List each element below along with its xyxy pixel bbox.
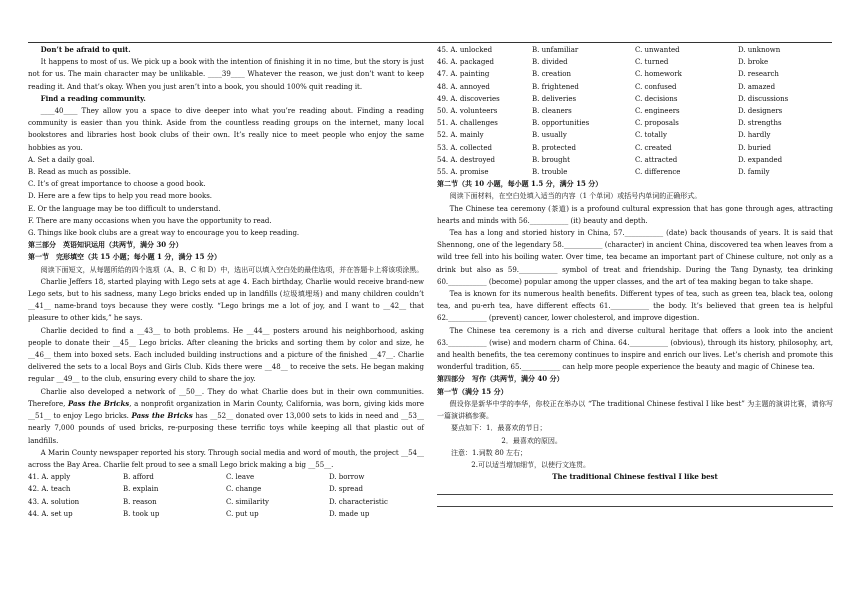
option-d: D. Here are a few tips to help you read more books.: [28, 192, 213, 201]
choice-50-a: 50. A. volunteers: [437, 107, 498, 116]
choice-47-c: C. homework: [634, 70, 682, 79]
writing-instructions: 假设你是新华中学的李华，你校正在举办以 “The traditional Chinese festival I like best” 为主题的演讲比赛，请你写一篇演讲稿参赛。: [437, 399, 833, 421]
cloze-paragraph-2: Charlie decided to find a __43__ to both problems. He __44__ posters around his neighborhood, asking people to donate their __45__ Lego bricks. After cleaning the bricks and sorting them by color and size, he __46__ them into boxed sets. Each included building instructions and a picture of the finished __47__. Charlie delivered the sets to a local Boys and Girls Club. Kids there were __48__ to receive the sets. He began making regular __49__ to the club, ensuring every child to share the joy.: [28, 326, 424, 384]
reading-paragraph-2: ____40____ They allow you a space to dive deeper into what you’re reading about. Finding a reading community is easier than you think. Aside from the countless reading groups on the internet, many local bookstores and libraries host book clubs of their own. It’s really nice to meet people who enjoy the same hobbies as you.: [28, 107, 424, 152]
choice-55-a: 55. A. promise: [437, 168, 489, 177]
choice-53-d: D. buried: [737, 143, 771, 152]
choice-45-c: C. unwanted: [634, 46, 680, 54]
cloze-paragraph-4: A Marin County newspaper reported his story. Through social media and word of mouth, the project __54__ across the Bay Area. Charlie felt proud to see a small Lego brick making a big __55__.: [28, 448, 424, 469]
choice-48-c: C. confused: [634, 82, 677, 91]
right-column: [437, 44, 833, 507]
choice-row-50: [437, 105, 833, 117]
choice-42-d: D. spread: [328, 485, 363, 494]
choice-46-d: D. broke: [737, 58, 769, 67]
choice-44-c: C. put up: [225, 509, 259, 518]
choice-54-b: B. brought: [532, 155, 570, 164]
choice-42-b: B. explain: [123, 485, 159, 494]
choice-45-d: D. unknown: [737, 46, 781, 54]
writing-note-1: 注意：1.词数 80 左右；: [451, 448, 528, 457]
answer-line-2[interactable]: [437, 495, 833, 507]
part-4-heading: 第四部分 写作（共两节，满分 40 分）: [437, 374, 564, 384]
grammar-paragraph-1: The Chinese tea ceremony (茶道) is a profound cultural expression that has gone through ages, attracting hearts and minds with 56.___________ (it) beauty and depth.: [437, 204, 833, 225]
choice-52-d: D. hardly: [737, 131, 771, 140]
choice-49-c: C. decisions: [634, 94, 678, 103]
writing-note-2: 2.可以适当增加细节，以使行文连贯。: [471, 460, 590, 469]
header-rule: [28, 42, 832, 43]
choice-41-a: 41. A. apply: [28, 473, 71, 482]
choice-51-b: B. opportunities: [532, 119, 590, 128]
choice-47-b: B. creation: [532, 70, 571, 79]
choice-53-b: B. protected: [532, 143, 576, 152]
grammar-paragraph-2: Tea has a long and storied history in China, 57.___________ (date) back thousands of years. It is said that Shennong, one of the legendary 58.___________ (character) in ancient China, discovered tea when leaves from a wild tree fell into his boiling water. Over time, tea became an important part of Chinese culture, not only as a drink but also as 59.___________ symbol of treat and friendship. During the Tang Dynasty, tea drinking 60.___________ (become) popular among the upper classes, and the art of tea making began to take shape.: [437, 229, 833, 286]
choice-row-54: [437, 154, 833, 166]
choice-50-c: C. engineers: [634, 107, 680, 116]
choice-row-48: [437, 81, 833, 93]
choice-55-d: D. family: [737, 168, 770, 177]
choice-44-a: 44. A. set up: [28, 509, 73, 518]
writing-requirement-2: 2．最喜欢的原因。: [501, 436, 562, 445]
choice-43-d: D. characteristic: [328, 497, 388, 506]
choice-47-a: 47. A. painting: [437, 70, 490, 79]
choice-row-44: [28, 508, 424, 520]
choice-51-d: D. strengths: [737, 119, 782, 128]
choice-row-46: [437, 56, 833, 68]
section-2-instructions: 阅读下面材料，在空白处填入适当的内容（1 个单词）或括号内单词的正确形式。: [449, 192, 702, 201]
choice-52-a: 52. A. mainly: [437, 131, 484, 140]
choice-row-53: [437, 142, 833, 154]
choice-54-d: D. expanded: [737, 155, 783, 164]
option-b: B. Read as much as possible.: [28, 168, 131, 177]
part-3-heading: 第三部分 英语知识运用（共两节，满分 30 分）: [28, 240, 183, 250]
choice-47-d: D. research: [737, 70, 779, 79]
heading-find-community: Find a reading community.: [40, 93, 146, 103]
choice-41-b: B. afford: [123, 473, 154, 482]
choice-48-d: D. amazed: [737, 82, 776, 91]
reading-paragraph-1: It happens to most of us. We pick up a book with the intention of finishing it in no time, but the story is just not for us. The main character may be unlikable. ____39____ Whatever the reason, we just don’t want to keep reading it. And that’s okay. When you just aren’t into a book, you should 100% quit reading it.: [28, 58, 424, 91]
choice-54-a: 54. A. destroyed: [437, 155, 496, 164]
section-1-heading: 第一节 完形填空（共 15 小题；每小题 1 分，满分 15 分）: [28, 252, 221, 262]
choice-41-c: C. leave: [225, 473, 255, 482]
section-2-heading: 第二节（共 10 小题，每小题 1.5 分，满分 15 分）: [437, 179, 603, 189]
choice-row-49: [437, 93, 833, 105]
choice-44-b: B. took up: [123, 509, 160, 518]
choice-51-a: 51. A. challenges: [437, 119, 498, 128]
option-g: G. Things like book clubs are a great way to encourage you to keep reading.: [28, 229, 300, 238]
choice-49-d: D. discussions: [737, 94, 789, 103]
writing-section-1-heading: 第一节（满分 15 分）: [437, 386, 508, 396]
choice-48-a: 48. A. annoyed: [437, 82, 490, 91]
choice-55-b: B. trouble: [532, 168, 568, 177]
option-a: A. Set a daily goal.: [28, 155, 95, 164]
choice-54-c: C. attracted: [634, 155, 678, 164]
choice-row-51: [437, 117, 833, 129]
cloze-3-part-e: has __52__ donated over 13,000 sets to kids in need and __53__ nearly 7,000 pounds of used bricks, re-purposing these terrific toys while keeping all that plastic out of landfills.: [28, 412, 424, 445]
cloze-paragraph-1: Charlie Jeffers 18, started playing with Lego sets at age 4. Each birthday, Charlie would receive brand-new Lego sets, but to his sadness, many Lego bricks ended up in landfills (垃圾填埋场) and many children couldn’t __41__ name-brand toys because they were costly. “Lego brings me a lot of joy, and I want to __42__ that pleasure to other kids,” he says.: [28, 277, 424, 323]
left-column: [28, 44, 424, 520]
choice-row-55: [437, 166, 833, 178]
answer-line-1[interactable]: [437, 483, 833, 495]
cloze-3-part-a: Charlie also developed a network of __50__. They do what Charlie does but in their own communities. Therefore,: [28, 387, 424, 408]
choice-row-52: [437, 129, 833, 141]
choice-41-d: D. borrow: [328, 473, 365, 482]
choice-49-a: 49. A. discoveries: [437, 94, 500, 103]
choice-42-a: 42. A. teach: [28, 485, 71, 494]
heading-dont-be-afraid: Don’t be afraid to quit.: [40, 45, 131, 54]
cloze-paragraph-3: [28, 386, 424, 447]
choice-45-b: B. unfamiliar: [532, 46, 579, 54]
choice-row-41: [28, 471, 424, 483]
choice-43-a: 43. A. solution: [28, 497, 80, 506]
choice-50-d: D. designers: [737, 107, 783, 116]
choice-45-a: 45. A. unlocked: [437, 46, 493, 54]
choice-46-b: B. divided: [532, 58, 568, 67]
section-1-instructions: 阅读下面短文，从每题所给的四个选项（A、B、C 和 D）中，选出可以填入空白处的最佳选项，并在答题卡上将该项涂黑。: [40, 265, 424, 274]
essay-title: The traditional Chinese festival I like best: [552, 472, 718, 482]
choice-42-c: C. change: [225, 485, 262, 494]
choice-43-c: C. similarity: [225, 497, 270, 506]
org-name-2: Pass the Bricks: [131, 411, 193, 421]
choice-row-43: [28, 496, 424, 508]
choice-row-42: [28, 483, 424, 495]
choice-55-c: C. difference: [634, 168, 681, 177]
choice-53-a: 53. A. collected: [437, 143, 492, 152]
org-name-1: Pass the Bricks: [67, 398, 130, 408]
choice-53-c: C. created: [634, 143, 672, 152]
choice-52-b: B. usually: [532, 131, 567, 140]
choice-row-45: [437, 44, 833, 56]
cloze-3-part-c: , a nonprofit organization in Marin County, California, was born, giving kids more __51__ to enjoy Lego bricks.: [28, 399, 425, 421]
choice-46-c: C. turned: [634, 58, 669, 67]
choice-50-b: B. cleaners: [532, 107, 572, 116]
choice-row-47: [437, 68, 833, 80]
choice-44-d: D. made up: [328, 509, 370, 518]
choice-49-b: B. deliveries: [532, 94, 577, 103]
choice-52-c: C. totally: [634, 131, 667, 140]
choice-43-b: B. reason: [123, 497, 157, 506]
option-e: E. Or the language may be too difficult to understand.: [28, 204, 221, 213]
grammar-paragraph-3: Tea is known for its numerous health benefits. Different types of tea, such as green tea, black tea, oolong tea, and pu-erh tea, have different effects 61.___________ the body. It’s believed that green tea is helpful 62.___________ (prevent) cancer, lower cholesterol, and improve digestion.: [437, 290, 833, 323]
choice-46-a: 46. A. packaged: [437, 58, 494, 67]
option-f: F. There are many occasions when you have the opportunity to read.: [28, 216, 272, 225]
writing-requirement-1: 要点如下：1．最喜欢的节日；: [451, 424, 547, 433]
option-c: C. It’s of great importance to choose a good book.: [28, 180, 206, 189]
grammar-paragraph-4: The Chinese tea ceremony is a rich and diverse cultural heritage that offers a look into the ancient 63.___________ (wise) and modern charm of China. 64.___________ (obvious), through its history, philosophy, art, and health benefits, the tea ceremony continues to inspire and enrich our lives. Let’s cherish and promote this wonderful tradition, 65.___________ can help more people experience the beauty and magic of Chinese tea.: [437, 326, 833, 372]
choice-48-b: B. frightened: [532, 82, 579, 91]
choice-51-c: C. proposals: [634, 119, 679, 128]
